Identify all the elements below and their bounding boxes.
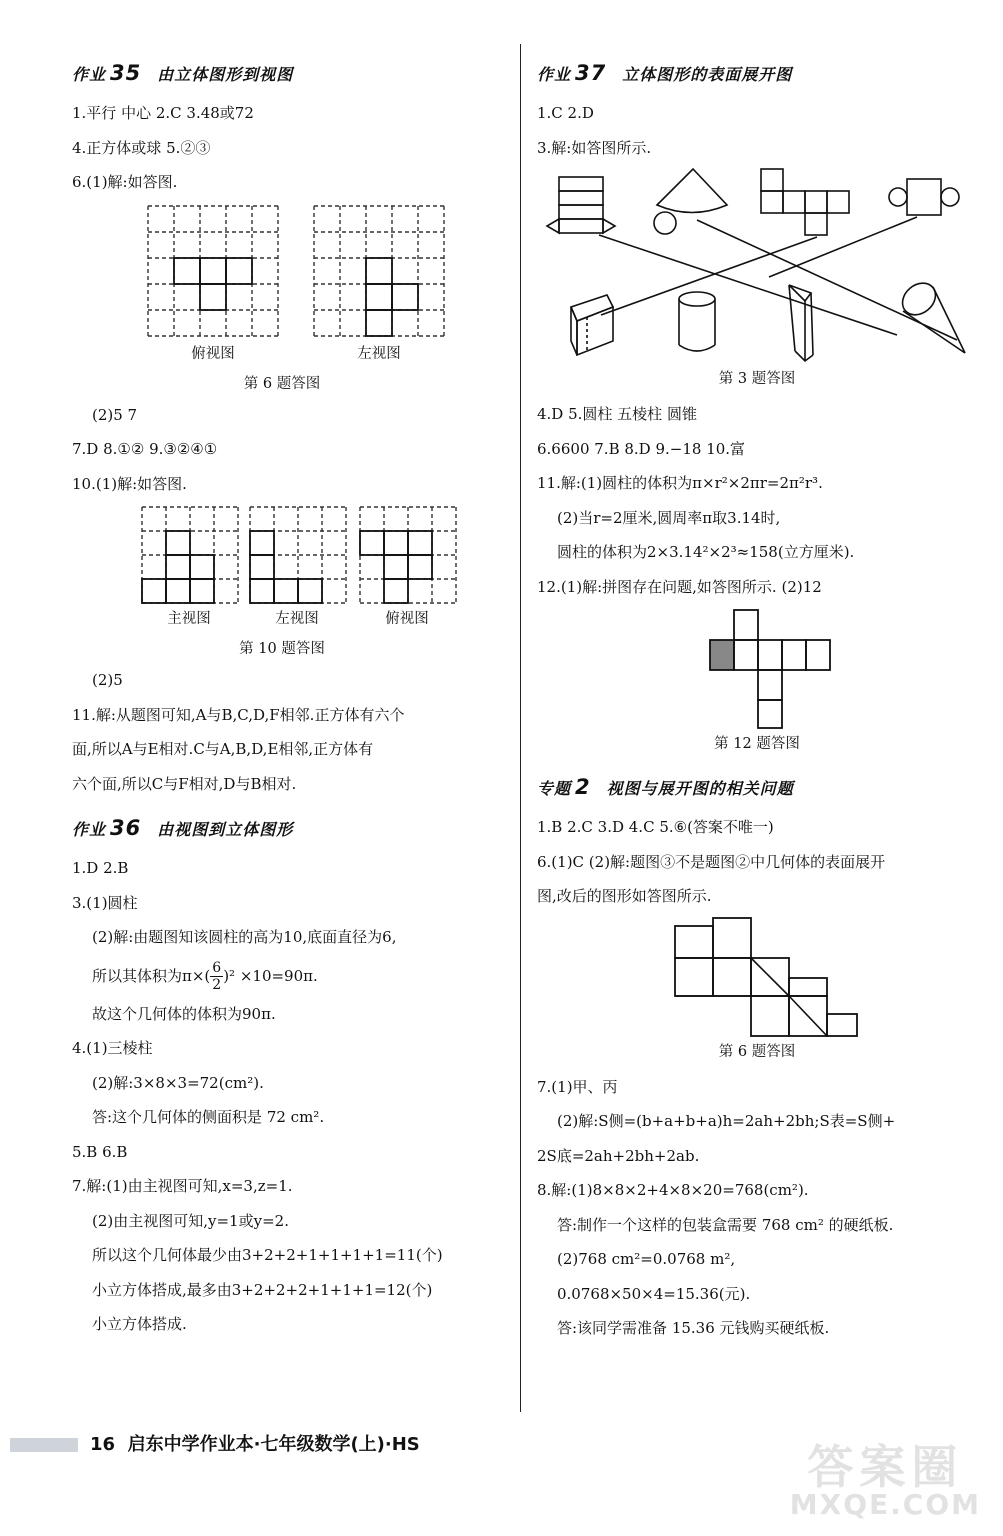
page-footer xyxy=(10,1430,420,1460)
answer-line: 5.B 6.B xyxy=(72,1142,128,1161)
cylinder-solid xyxy=(679,292,715,351)
answer-line: 小立方体搭成,最多由3+2+2+2+1+1+1=12(个) xyxy=(92,1280,433,1299)
column-divider xyxy=(520,44,521,1412)
volume-formula: 所以其体积为π×( $\frac{6}{2}$ )² ×10=90π. xyxy=(92,960,318,993)
q6-figure xyxy=(72,200,512,370)
answer-line: 0.0768×50×4=15.36(元). xyxy=(557,1284,751,1303)
answer-line: 1.平行 中心 2.C 3.48或72 xyxy=(72,104,254,122)
section-header-35: 作业 35 由立体图形到视图 xyxy=(72,61,294,85)
figure-caption: 第 6 题答图 xyxy=(718,1043,796,1060)
q10-grids xyxy=(72,501,512,605)
section-header-37: 作业 37 立体图形的表面展开图 xyxy=(537,61,793,85)
answer-line: 4.(1)三棱柱 xyxy=(72,1039,153,1057)
answer-line: 6.6600 7.B 8.D 9.−18 10.富 xyxy=(537,439,746,458)
cone-solid xyxy=(896,277,965,353)
answer-line: 1.C 2.D xyxy=(537,104,594,122)
answer-line: 4.D 5.圆柱 五棱柱 圆锥 xyxy=(537,405,697,423)
book-title: 启东中学作业本·七年级数学(上)·HS xyxy=(127,1434,420,1455)
answer-line: 圆柱的体积为2×3.14²×2³≈158(立方厘米). xyxy=(557,543,855,561)
answer-line: 10.(1)解:如答图. xyxy=(72,474,187,493)
figure-caption: 第 6 题答图 xyxy=(243,375,321,392)
answer-line: 3.(1)圆柱 xyxy=(72,893,138,912)
section-header-36: 作业 36 由视图到立体图形 xyxy=(72,816,294,840)
answer-line: 小立方体搭成. xyxy=(92,1315,187,1333)
answer-line: 答:该同学需准备 15.36 元钱购买硬纸板. xyxy=(557,1319,830,1337)
answer-line: (2)解:S侧=(b+a+b+a)h=2ah+2bh;S表=S侧+ xyxy=(557,1112,896,1130)
answer-line: 1.D 2.B xyxy=(72,859,129,877)
answer-line: (2)5 7 xyxy=(92,405,138,424)
answer-line: 7.(1)甲、丙 xyxy=(537,1077,618,1096)
answer-line: 3.解:如答图所示. xyxy=(537,138,652,157)
answer-line: 故这个几何体的体积为90π. xyxy=(92,1004,276,1023)
q10-figure xyxy=(72,501,512,635)
page-number: 16 xyxy=(90,1434,116,1455)
caption-front-view: 主视图 xyxy=(167,611,211,627)
cylinder-net xyxy=(889,179,959,215)
answer-line: 7.解:(1)由主视图可知,x=3,z=1. xyxy=(72,1177,293,1195)
cone-net xyxy=(654,169,727,234)
answer-line: 8.解:(1)8×8×2+4×8×20=768(cm²). xyxy=(537,1181,809,1199)
q6-grids xyxy=(72,200,512,340)
answer-line: (2)5 xyxy=(92,671,123,689)
footer-bar xyxy=(10,1438,78,1452)
q12-net-figure xyxy=(537,604,977,730)
answer-line: 1.B 2.C 3.D 4.C 5.⑥(答案不唯一) xyxy=(537,818,774,836)
answer-line: 六个面,所以C与F相对,D与B相对. xyxy=(72,774,297,793)
q6-net-figure xyxy=(537,914,977,1038)
answer-line: (2)解:由题图知该圆柱的高为10,底面直径为6, xyxy=(92,928,397,946)
answer-line: 6.(1)解:如答图. xyxy=(72,173,178,191)
cube-like-net xyxy=(761,169,849,235)
answer-line: (2)当r=2厘米,圆周率π取3.14时, xyxy=(557,508,781,527)
figure-caption: 第 10 题答图 xyxy=(239,641,325,657)
fraction: $\frac{6}{2}$ xyxy=(212,960,222,993)
answer-line: 11.解:(1)圆柱的体积为π×r²×2πr=2π²r³. xyxy=(537,474,823,492)
answer-line: 面,所以A与E相对.C与A,B,D,E相邻,正方体有 xyxy=(72,740,374,758)
answer-line: 答:这个几何体的侧面积是 72 cm². xyxy=(92,1108,325,1126)
answer-line: (2)解:3×8×3=72(cm²). xyxy=(92,1073,264,1092)
cuboid-solid xyxy=(571,295,613,355)
answer-line: 4.正方体或球 5.②③ xyxy=(72,138,211,157)
prism-net xyxy=(547,177,615,233)
caption-top-view: 俯视图 xyxy=(191,345,235,362)
answer-line: 2S底=2ah+2bh+2ab. xyxy=(537,1146,700,1165)
answer-line: 6.(1)C (2)解:题图③不是题图②中几何体的表面展开 xyxy=(537,852,886,871)
topic-header-2: 专题 2 视图与展开图的相关问题 xyxy=(537,775,794,799)
triangular-prism-solid xyxy=(789,285,813,361)
answer-line: (2)768 cm²=0.0768 m², xyxy=(557,1250,736,1268)
caption-left-view: 左视图 xyxy=(275,611,319,627)
answer-line: 答:制作一个这样的包装盒需要 768 cm² 的硬纸板. xyxy=(557,1215,894,1234)
answer-line: 图,改后的图形如答图所示. xyxy=(537,887,712,905)
figure-caption: 第 3 题答图 xyxy=(718,371,796,387)
answer-line: 7.D 8.①② 9.③②④① xyxy=(72,440,218,458)
watermark: 答案圈 MXQE.COM xyxy=(789,1440,981,1521)
caption-left-view: 左视图 xyxy=(357,345,401,362)
answer-line: (2)由主视图可知,y=1或y=2. xyxy=(92,1211,289,1230)
q3-matching-figure xyxy=(537,165,977,365)
right-column xyxy=(537,58,977,1346)
answer-line: 12.(1)解:拼图存在问题,如答图所示. (2)12 xyxy=(537,577,822,596)
answer-line: 所以这个几何体最少由3+2+2+1+1+1+1=11(个) xyxy=(92,1246,443,1264)
left-column xyxy=(72,58,512,1342)
figure-caption: 第 12 题答图 xyxy=(714,736,800,752)
answer-line: 11.解:从题图可知,A与B,C,D,F相邻.正方体有六个 xyxy=(72,705,405,724)
caption-top-view: 俯视图 xyxy=(385,611,429,627)
